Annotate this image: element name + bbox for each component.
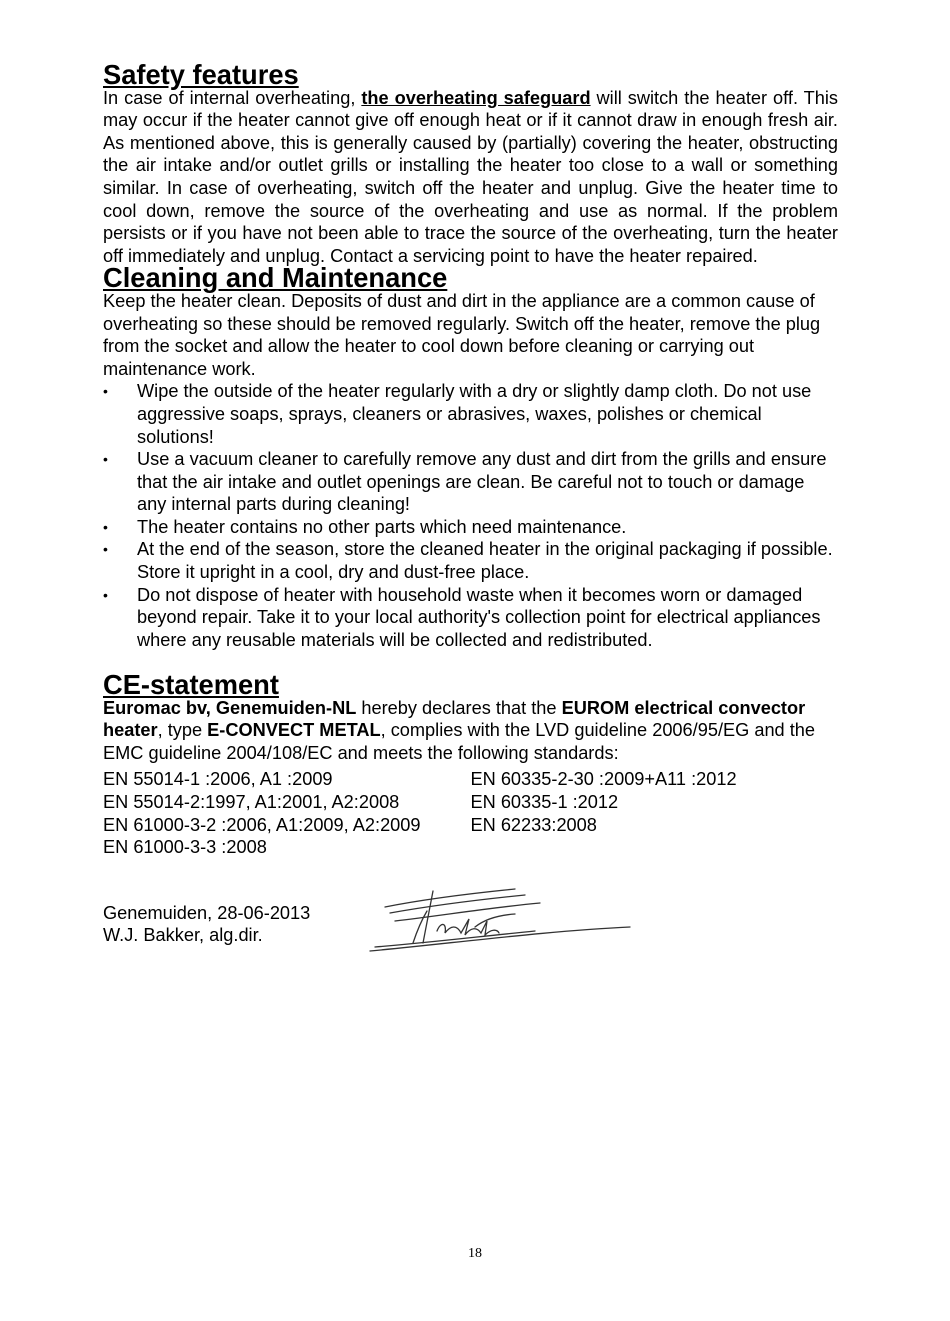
ce-declaration (103, 697, 838, 765)
standard-item: EN 61000-3-2 :2006, A1:2009, A2:2009 (103, 814, 421, 835)
standard-item: EN 61000-3-3 :2008 (103, 837, 267, 858)
list-item: • The heater contains no other parts which need maintenance. (103, 516, 838, 539)
place-date: Genemuiden, 28-06-2013 (103, 902, 311, 923)
list-item: • At the end of the season, store the cleaned heater in the original packaging if possible. Store it upright in a cool, dry and dust-free place. (103, 538, 838, 583)
ce-declares: hereby declares that the (356, 697, 562, 718)
ce-compliance: , complies with the LVD guideline 2006/95/EG and the EMC guideline 2004/108/EC and meets the following standards: (103, 720, 816, 763)
signatory-info (103, 881, 365, 947)
document-page (103, 59, 838, 956)
cleaning-bullet-list (103, 380, 838, 651)
signatory-name: W.J. Bakker, alg.dir. (103, 925, 263, 946)
standards-right-column (471, 768, 839, 858)
list-item: • Wipe the outside of the heater regularly with a dry or slightly damp cloth. Do not use aggressive soaps, sprays, cleaners or abrasives, waxes, polishes or chemical solutions! (103, 380, 838, 448)
standard-item: EN 55014-2:1997, A1:2001, A2:2008 (103, 792, 400, 812)
ce-heading: CE-statement (103, 669, 279, 701)
safety-text-before: In case of internal overheating, (103, 87, 362, 108)
ce-type-prefix: , type (157, 720, 208, 741)
safety-heading: Safety features (103, 59, 299, 90)
cleaning-intro: Keep the heater clean. Deposits of dust and dirt in the appliance are a common cause of overheating so these should be removed regularly. Switch off the heater, remove the plug from the socket and allow the heater to cool down before cleaning or carrying out maintenance work. (103, 290, 821, 379)
standards-left-column (103, 768, 471, 858)
list-item: • Use a vacuum cleaner to carefully remove any dust and dirt from the grills and ensure that the air intake and outlet openings are clean. Be careful not to touch or damage any internal parts during cleaning! (103, 448, 838, 516)
list-item: • Do not dispose of heater with household waste when it becomes worn or damaged beyond repair. Take it to your local authority's collection point for electrical appliances where any reusable materials will be collected and redistributed. (103, 584, 838, 652)
standard-item: EN 55014-1 :2006, A1 :2009 (103, 769, 333, 790)
safety-emphasis: the overheating safeguard (361, 87, 591, 108)
standard-item: EN 60335-2-30 :2009+A11 :2012 (470, 769, 737, 790)
safety-paragraph (103, 87, 838, 268)
standard-item: EN 60335-1 :2012 (470, 792, 619, 812)
handwritten-signature (365, 881, 635, 956)
ce-type: E-CONVECT METAL (207, 720, 381, 741)
standards-list (103, 768, 838, 858)
cleaning-heading: Cleaning and Maintenance (103, 262, 448, 294)
ce-product: EUROM electrical convector heater (103, 697, 806, 741)
safety-text-after: will switch the heater off. This may occur if the heater cannot give off enough heat or if it cannot draw in enough fresh air. As mentioned above, this is generally caused by (partially) covering the heater, obstructing the air intake and/or outlet grills or installing the heater too close to a wall or something similar. In case of overheating, switch off the heater and unplug. Give the heater time to cool down, remove the source of the overheating and use as normal. If the problem persists or if you have not been able to trace the source of the overheating, turn the heater off immediately and unplug. Contact a servicing point to have the heater repaired. (103, 87, 838, 266)
ce-company: Euromac bv, Genemuiden-NL (103, 697, 357, 718)
signature-block (103, 881, 838, 956)
standard-item: EN 62233:2008 (470, 814, 597, 835)
page-number: 18 (468, 1246, 482, 1261)
